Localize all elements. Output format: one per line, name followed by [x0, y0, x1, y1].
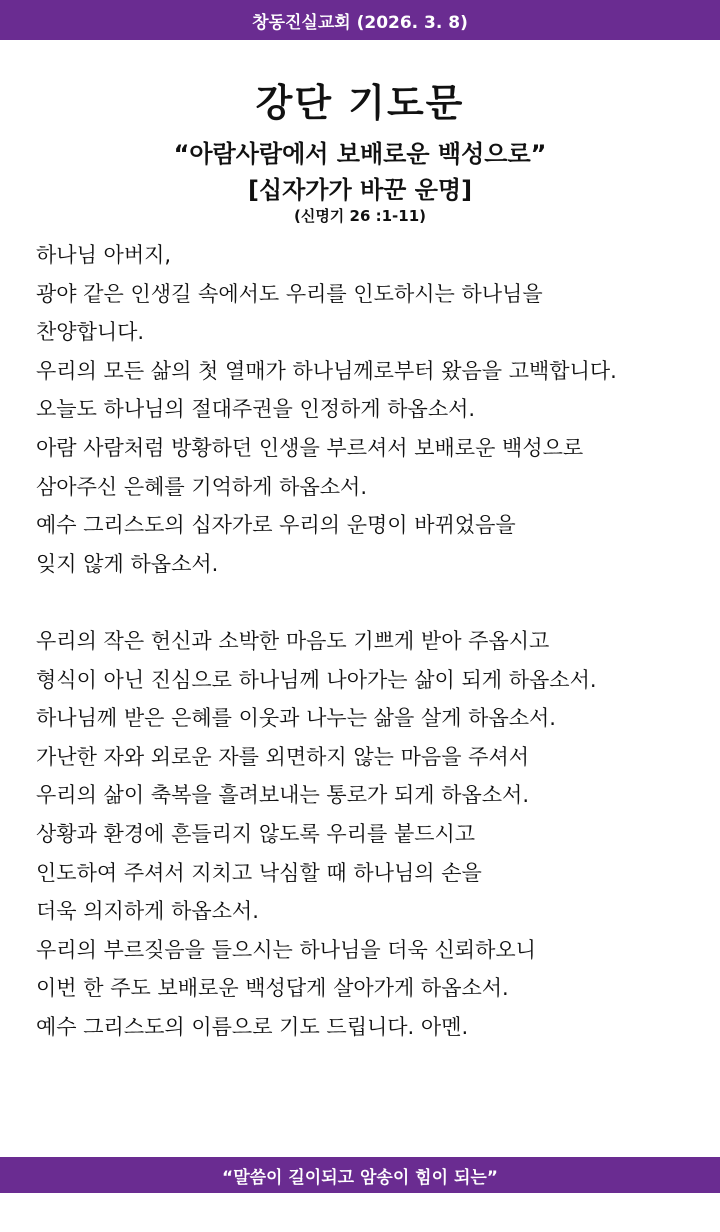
header-bar: [0, 0, 720, 40]
church-date-label: 창동진실교회 (2026. 3. 8): [252, 12, 468, 33]
prayer-line: 더욱 의지하게 하옵소서.: [36, 899, 259, 924]
prayer-line: 삼아주신 은혜를 기억하게 하옵소서.: [36, 474, 367, 499]
prayer-line: 예수 그리스도의 십자가로 우리의 운명이 바뀌었음을: [36, 513, 516, 538]
prayer-line: 예수 그리스도의 이름으로 기도 드립니다. 아멘.: [36, 1014, 469, 1039]
prayer-line: 인도하여 주셔서 지치고 낙심할 때 하나님의 손을: [36, 860, 482, 885]
prayer-line: 오늘도 하나님의 절대주권을 인정하게 하옵소서.: [36, 397, 476, 422]
prayer-line: 하나님께 받은 은혜를 이웃과 나누는 삶을 살게 하옵소서.: [36, 706, 556, 731]
sermon-title: “아람사람에서 보배로운 백성으로”: [173, 140, 547, 168]
prayer-line: 아람 사람처럼 방황하던 인생을 부르셔서 보배로운 백성으로: [36, 435, 584, 460]
footer-motto: “말씀이 길이되고 암송이 힘이 되는”: [222, 1167, 498, 1188]
footer-bar: [0, 1157, 720, 1193]
page-title: 강단 기도문: [255, 81, 465, 125]
prayer-line: 찬양합니다.: [36, 320, 145, 345]
prayer-paragraph-break: [36, 583, 706, 622]
prayer-line: 우리의 부르짖음을 들으시는 하나님을 더욱 신뢰하오니: [36, 937, 536, 962]
prayer-line: 광야 같은 인생길 속에서도 우리를 인도하시는 하나님을: [36, 281, 543, 306]
prayer-line: 이번 한 주도 보배로운 백성답게 살아가게 하옵소서.: [36, 976, 509, 1001]
prayer-line: 하나님 아버지,: [36, 243, 172, 267]
sermon-subtitle: [십자가가 바꾼 운명]: [247, 176, 473, 204]
prayer-line: 우리의 모든 삶의 첫 열매가 하나님께로부터 왔음을 고백합니다.: [36, 358, 617, 383]
prayer-line: 상황과 환경에 흔들리지 않도록 우리를 붙드시고: [36, 821, 476, 846]
prayer-line: 형식이 아닌 진심으로 하나님께 나아가는 삶이 되게 하옵소서.: [36, 667, 597, 692]
prayer-line: 우리의 작은 헌신과 소박한 마음도 기쁘게 받아 주옵시고: [36, 628, 550, 653]
prayer-text: [36, 236, 706, 1046]
prayer-line: 우리의 삶이 축복을 흘려보내는 통로가 되게 하옵소서.: [36, 783, 530, 808]
scripture-reference: (신명기 26 :1-11): [293, 207, 427, 225]
prayer-line: 잊지 않게 하옵소서.: [36, 551, 219, 576]
prayer-line: 가난한 자와 외로운 자를 외면하지 않는 마음을 주셔서: [36, 744, 530, 769]
